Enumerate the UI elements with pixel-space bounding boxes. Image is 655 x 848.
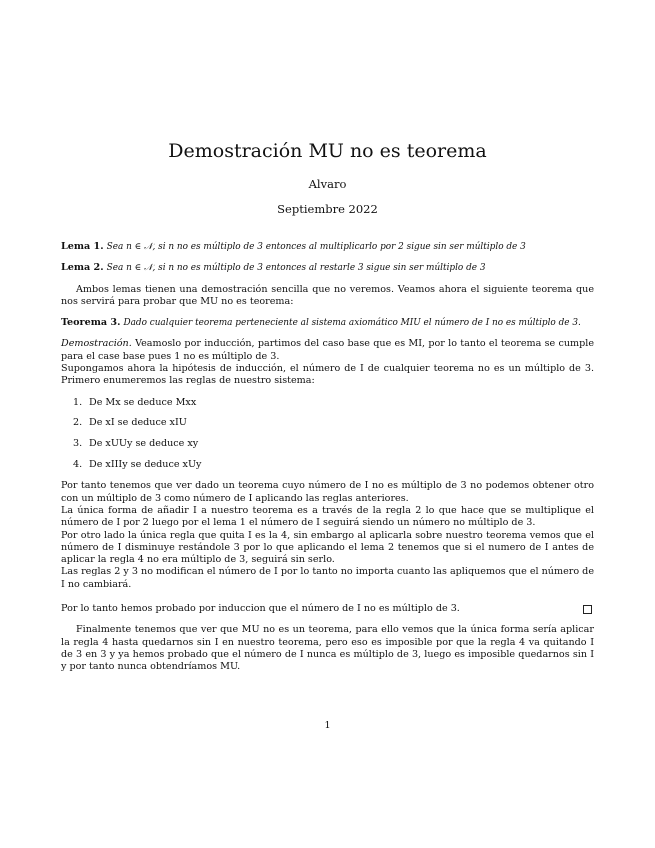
proof-paragraph-5: Por otro lado la única regla que quita I es la 4, sin embargo al aplicarla sobre nuestro teorema vemos que el número de I disminuye restándole 3 por lo que aplicando el lema 2 tenemos que si el numero de I antes de aplicar la regla 4 no era múltiplo de 3, seguirá sin serlo. xyxy=(61,529,594,566)
document-title: Demostración MU no es teorema xyxy=(168,140,487,162)
proof-paragraph-1 xyxy=(61,338,594,363)
intro-paragraph: Ambos lemas tienen una demostración sencilla que no veremos. Veamos ahora el siguiente teorema que nos servirá para probar que MU no es teorema: xyxy=(61,283,594,307)
rule-number: 2. xyxy=(73,417,83,429)
theorem-3-text: Dado cualquier teorema perteneciente al sistema axiomático MIU el número de I no es múltiplo de 3. xyxy=(123,318,581,329)
proof-label: Demostración. xyxy=(61,338,132,350)
rule-text: De xUUy se deduce xy xyxy=(89,438,199,450)
proof-conclusion xyxy=(61,603,594,615)
lemma-2-text: Sea n ∈ 𝒩, si n no es múltiplo de 3 entonces al restarle 3 sigue sin ser múltiplo de 3 xyxy=(106,263,486,274)
list-item xyxy=(73,459,594,471)
proof-paragraph-6: Las reglas 2 y 3 no modifican el número de I por lo tanto no importa cuanto las apliquemos que el número de I no cambiará. xyxy=(61,566,594,590)
theorem-3-label: Teorema 3. xyxy=(61,317,121,329)
list-item xyxy=(73,438,594,450)
page-number: 1 xyxy=(324,720,331,731)
rule-number: 1. xyxy=(73,396,83,408)
document-body xyxy=(61,241,594,674)
document-author: Alvaro xyxy=(308,177,347,191)
proof-paragraph-2: Supongamos ahora la hipótesis de inducción, el número de I de cualquier teorema no es un múltiplo de 3. Primero enumeremos las reglas de nuestro sistema: xyxy=(61,363,594,387)
rule-text: De xI se deduce xIU xyxy=(89,417,187,429)
list-item xyxy=(73,397,594,409)
document-date: Septiembre 2022 xyxy=(277,202,378,216)
lemma-1-text: Sea n ∈ 𝒩, si n no es múltiplo de 3 entonces al multiplicarlo por 2 sigue sin ser múltiplo de 3 xyxy=(106,242,526,252)
lemma-1-label: Lema 1. xyxy=(61,241,104,252)
qed-square-icon xyxy=(583,605,592,614)
list-item xyxy=(73,417,594,429)
proof-conclusion-text: Por lo tanto hemos probado por induccion que el número de I no es múltiplo de 3. xyxy=(61,603,460,615)
lemma-1 xyxy=(61,241,594,253)
lemma-2-label: Lema 2. xyxy=(61,262,104,274)
rule-text: De Mx se deduce Mxx xyxy=(89,396,197,408)
rule-text: De xIIIy se deduce xUy xyxy=(89,459,202,471)
proof-text-1: Veamoslo por inducción, partimos del caso base que es MI, por lo tanto el teorema se cumple para el case base pues 1 no es múltiplo de 3. xyxy=(61,338,594,362)
theorem-3 xyxy=(61,317,594,329)
rule-number: 3. xyxy=(73,438,83,450)
rule-number: 4. xyxy=(73,459,83,471)
proof-paragraph-4: La única forma de añadir I a nuestro teorema es a través de la regla 2 lo que hace que se multiplique el número de I por 2 luego por el lema 1 el número de I seguirá siendo un número no múltiplo de 3. xyxy=(61,504,594,529)
rules-list xyxy=(61,397,594,472)
lemma-2 xyxy=(61,262,594,274)
final-paragraph: Finalmente tenemos que ver que MU no es un teorema, para ello vemos que la única forma sería aplicar la regla 4 hasta quedarnos sin I en nuestro teorema, pero eso es imposible por que la regla 4 va quitando I de 3 en 3 y ya hemos probado que el número de I nunca es múltiplo de 3, luego es imposible quedarnos sin I y por tanto nunca obtendríamos MU. xyxy=(61,624,594,673)
proof-paragraph-3: Por tanto tenemos que ver dado un teorema cuyo número de I no es múltiplo de 3 no podemos obtener otro con un múltiplo de 3 como número de I aplicando las reglas anteriores. xyxy=(61,480,594,504)
